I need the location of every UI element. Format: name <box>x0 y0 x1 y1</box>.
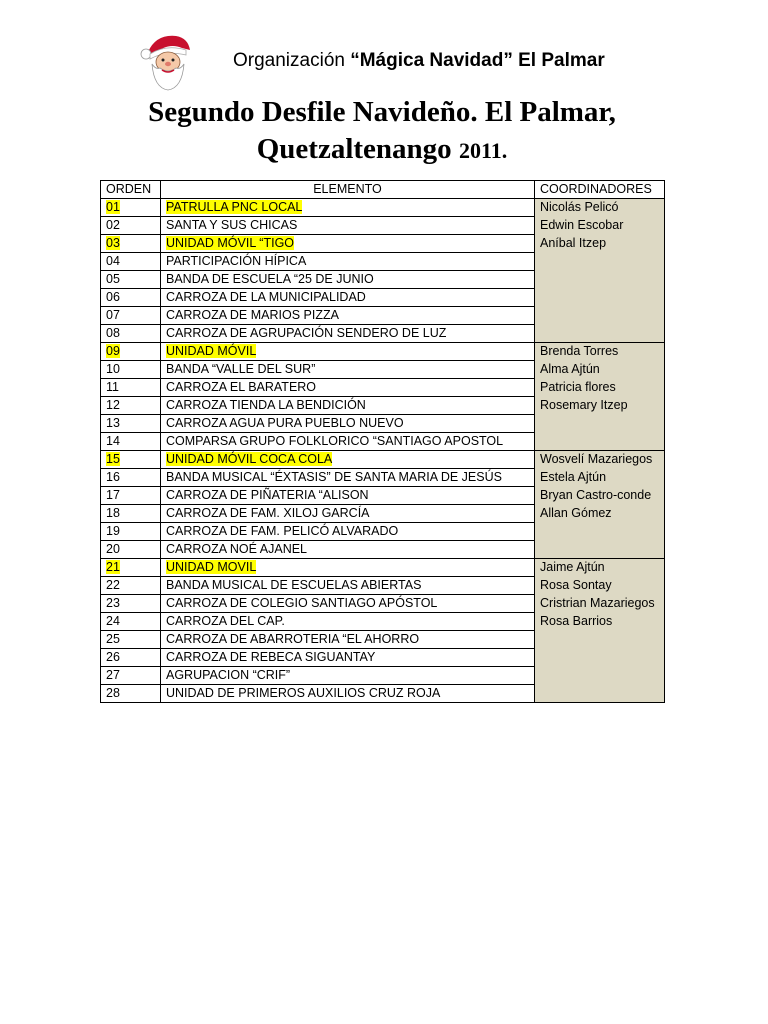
cell-orden <box>101 649 161 667</box>
elemento-value: UNIDAD MOVIL <box>166 560 257 574</box>
orden-value: 23 <box>106 596 120 610</box>
cell-elemento <box>161 217 535 235</box>
orden-value: 22 <box>106 578 120 592</box>
header-elemento: ELEMENTO <box>161 181 535 199</box>
cell-elemento <box>161 559 535 577</box>
elemento-value: CARROZA DE FAM. PELICÓ ALVARADO <box>166 524 399 538</box>
cell-orden <box>101 361 161 379</box>
coordinator-name: Bryan Castro-conde <box>540 488 652 502</box>
elemento-value: CARROZA AGUA PURA PUEBLO NUEVO <box>166 416 404 430</box>
elemento-value: CARROZA EL BARATERO <box>166 380 317 394</box>
orden-value: 04 <box>106 254 120 268</box>
elemento-value: CARROZA DE LA MUNICIPALIDAD <box>166 290 366 304</box>
cell-elemento <box>161 397 535 415</box>
header-orden: ORDEN <box>101 181 161 199</box>
elemento-value: CARROZA NOÉ AJANEL <box>166 542 308 556</box>
table-row <box>101 343 665 361</box>
cell-elemento <box>161 595 535 613</box>
orden-value: 05 <box>106 272 120 286</box>
elemento-value: CARROZA DE FAM. XILOJ GARCÍA <box>166 506 370 520</box>
page-title-line1: Segundo Desfile Navideño. El Palmar, <box>148 96 616 128</box>
page-title-line2 <box>100 131 664 169</box>
table-row <box>101 451 665 469</box>
orden-value: 13 <box>106 416 120 430</box>
orden-value: 01 <box>106 200 120 214</box>
cell-elemento <box>161 307 535 325</box>
cell-orden <box>101 379 161 397</box>
cell-elemento <box>161 235 535 253</box>
orden-value: 10 <box>106 362 120 376</box>
cell-orden <box>101 271 161 289</box>
elemento-value: SANTA Y SUS CHICAS <box>166 218 298 232</box>
title-place: Quetzaltenango <box>256 133 452 165</box>
coordinator-name: Rosa Barrios <box>540 614 613 628</box>
coordinator-name: Allan Gómez <box>540 506 612 520</box>
cell-orden <box>101 343 161 361</box>
cell-orden <box>101 505 161 523</box>
elemento-value: COMPARSA GRUPO FOLKLORICO “SANTIAGO APOSTOL <box>166 434 504 448</box>
cell-elemento <box>161 685 535 703</box>
cell-elemento <box>161 505 535 523</box>
cell-orden <box>101 451 161 469</box>
cell-elemento <box>161 199 535 217</box>
cell-elemento <box>161 469 535 487</box>
orden-value: 06 <box>106 290 120 304</box>
parade-order-table <box>100 180 665 703</box>
elemento-value: CARROZA DE PIÑATERIA “ALISON <box>166 488 369 502</box>
elemento-value: CARROZA DE REBECA SIGUANTAY <box>166 650 376 664</box>
cell-coordinadores <box>535 199 665 343</box>
cell-elemento <box>161 649 535 667</box>
orden-value: 03 <box>106 236 120 250</box>
orden-value: 21 <box>106 560 120 574</box>
cell-orden <box>101 199 161 217</box>
elemento-value: CARROZA DE MARIOS PIZZA <box>166 308 339 322</box>
org-title: “Mágica Navidad” El Palmar <box>350 50 605 71</box>
elemento-value: AGRUPACION “CRIF” <box>166 668 291 682</box>
coordinator-name: Wosvelí Mazariegos <box>540 452 653 466</box>
orden-value: 08 <box>106 326 120 340</box>
orden-value: 09 <box>106 344 120 358</box>
orden-value: 24 <box>106 614 120 628</box>
cell-elemento <box>161 667 535 685</box>
orden-value: 14 <box>106 434 120 448</box>
orden-value: 16 <box>106 470 120 484</box>
cell-orden <box>101 559 161 577</box>
elemento-value: PARTICIPACIÓN HÍPICA <box>166 254 307 268</box>
orden-value: 07 <box>106 308 120 322</box>
cell-elemento <box>161 523 535 541</box>
orden-value: 15 <box>106 452 120 466</box>
cell-orden <box>101 307 161 325</box>
coordinator-name: Rosa Sontay <box>540 578 612 592</box>
elemento-value: UNIDAD MÓVIL “TIGO <box>166 236 295 250</box>
cell-orden <box>101 415 161 433</box>
cell-elemento <box>161 325 535 343</box>
orden-value: 20 <box>106 542 120 556</box>
orden-value: 12 <box>106 398 120 412</box>
cell-elemento <box>161 289 535 307</box>
org-prefix: Organización <box>233 50 345 71</box>
cell-orden <box>101 631 161 649</box>
elemento-value: CARROZA DE AGRUPACIÓN SENDERO DE LUZ <box>166 326 447 340</box>
orden-value: 11 <box>106 380 119 394</box>
cell-coordinadores <box>535 559 665 703</box>
cell-elemento <box>161 253 535 271</box>
cell-elemento <box>161 631 535 649</box>
cell-elemento <box>161 541 535 559</box>
elemento-value: CARROZA DEL CAP. <box>166 614 285 628</box>
table-header-row <box>101 181 665 199</box>
elemento-value: UNIDAD MÓVIL <box>166 344 257 358</box>
cell-elemento <box>161 433 535 451</box>
orden-value: 25 <box>106 632 120 646</box>
coordinator-name: Aníbal Itzep <box>540 236 607 250</box>
cell-orden <box>101 325 161 343</box>
cell-orden <box>101 253 161 271</box>
cell-elemento <box>161 271 535 289</box>
cell-orden <box>101 235 161 253</box>
cell-orden <box>101 613 161 631</box>
elemento-value: UNIDAD DE PRIMEROS AUXILIOS CRUZ ROJA <box>166 686 441 700</box>
cell-orden <box>101 433 161 451</box>
coordinator-name: Rosemary Itzep <box>540 398 628 412</box>
coordinator-name: Nicolás Pelicó <box>540 200 619 214</box>
cell-orden <box>101 685 161 703</box>
coordinator-name: Edwin Escobar <box>540 218 624 232</box>
table-row <box>101 559 665 577</box>
coordinator-name: Brenda Torres <box>540 344 619 358</box>
santa-claus-icon <box>136 30 196 92</box>
coordinator-name: Patricia flores <box>540 380 616 394</box>
cell-orden <box>101 289 161 307</box>
orden-value: 26 <box>106 650 120 664</box>
orden-value: 27 <box>106 668 120 682</box>
cell-elemento <box>161 343 535 361</box>
cell-elemento <box>161 415 535 433</box>
coordinator-name: Estela Ajtún <box>540 470 607 484</box>
coordinator-name: Alma Ajtún <box>540 362 600 376</box>
elemento-value: UNIDAD MÓVIL COCA COLA <box>166 452 333 466</box>
orden-value: 18 <box>106 506 120 520</box>
cell-elemento <box>161 487 535 505</box>
elemento-value: CARROZA DE COLEGIO SANTIAGO APÓSTOL <box>166 596 438 610</box>
elemento-value: BANDA “VALLE DEL SUR” <box>166 362 316 376</box>
coordinator-name: Cristrian Mazariegos <box>540 596 655 610</box>
organization-name <box>233 50 605 72</box>
table-body <box>101 199 665 703</box>
cell-orden <box>101 469 161 487</box>
cell-orden <box>101 397 161 415</box>
orden-value: 28 <box>106 686 120 700</box>
cell-orden <box>101 217 161 235</box>
cell-orden <box>101 523 161 541</box>
cell-orden <box>101 541 161 559</box>
cell-orden <box>101 595 161 613</box>
title-year: 2011. <box>458 138 508 163</box>
elemento-value: CARROZA DE ABARROTERIA “EL AHORRO <box>166 632 420 646</box>
orden-value: 19 <box>106 524 120 538</box>
cell-elemento <box>161 577 535 595</box>
elemento-value: BANDA MUSICAL “ÉXTASIS” DE SANTA MARIA DE JESÚS <box>166 470 502 484</box>
cell-coordinadores <box>535 451 665 559</box>
elemento-value: BANDA MUSICAL DE ESCUELAS ABIERTAS <box>166 578 422 592</box>
cell-orden <box>101 667 161 685</box>
orden-value: 02 <box>106 218 120 232</box>
cell-coordinadores <box>535 343 665 451</box>
cell-elemento <box>161 451 535 469</box>
cell-elemento <box>161 361 535 379</box>
coordinator-name: Jaime Ajtún <box>540 560 605 574</box>
orden-value: 17 <box>106 488 120 502</box>
elemento-value: CARROZA TIENDA LA BENDICIÓN <box>166 398 366 412</box>
table-row <box>101 199 665 217</box>
elemento-value: PATRULLA PNC LOCAL <box>166 200 303 214</box>
header-coordinadores: COORDINADORES <box>535 181 665 199</box>
cell-elemento <box>161 613 535 631</box>
elemento-value: BANDA DE ESCUELA “25 DE JUNIO <box>166 272 374 286</box>
cell-orden <box>101 577 161 595</box>
cell-elemento <box>161 379 535 397</box>
cell-orden <box>101 487 161 505</box>
